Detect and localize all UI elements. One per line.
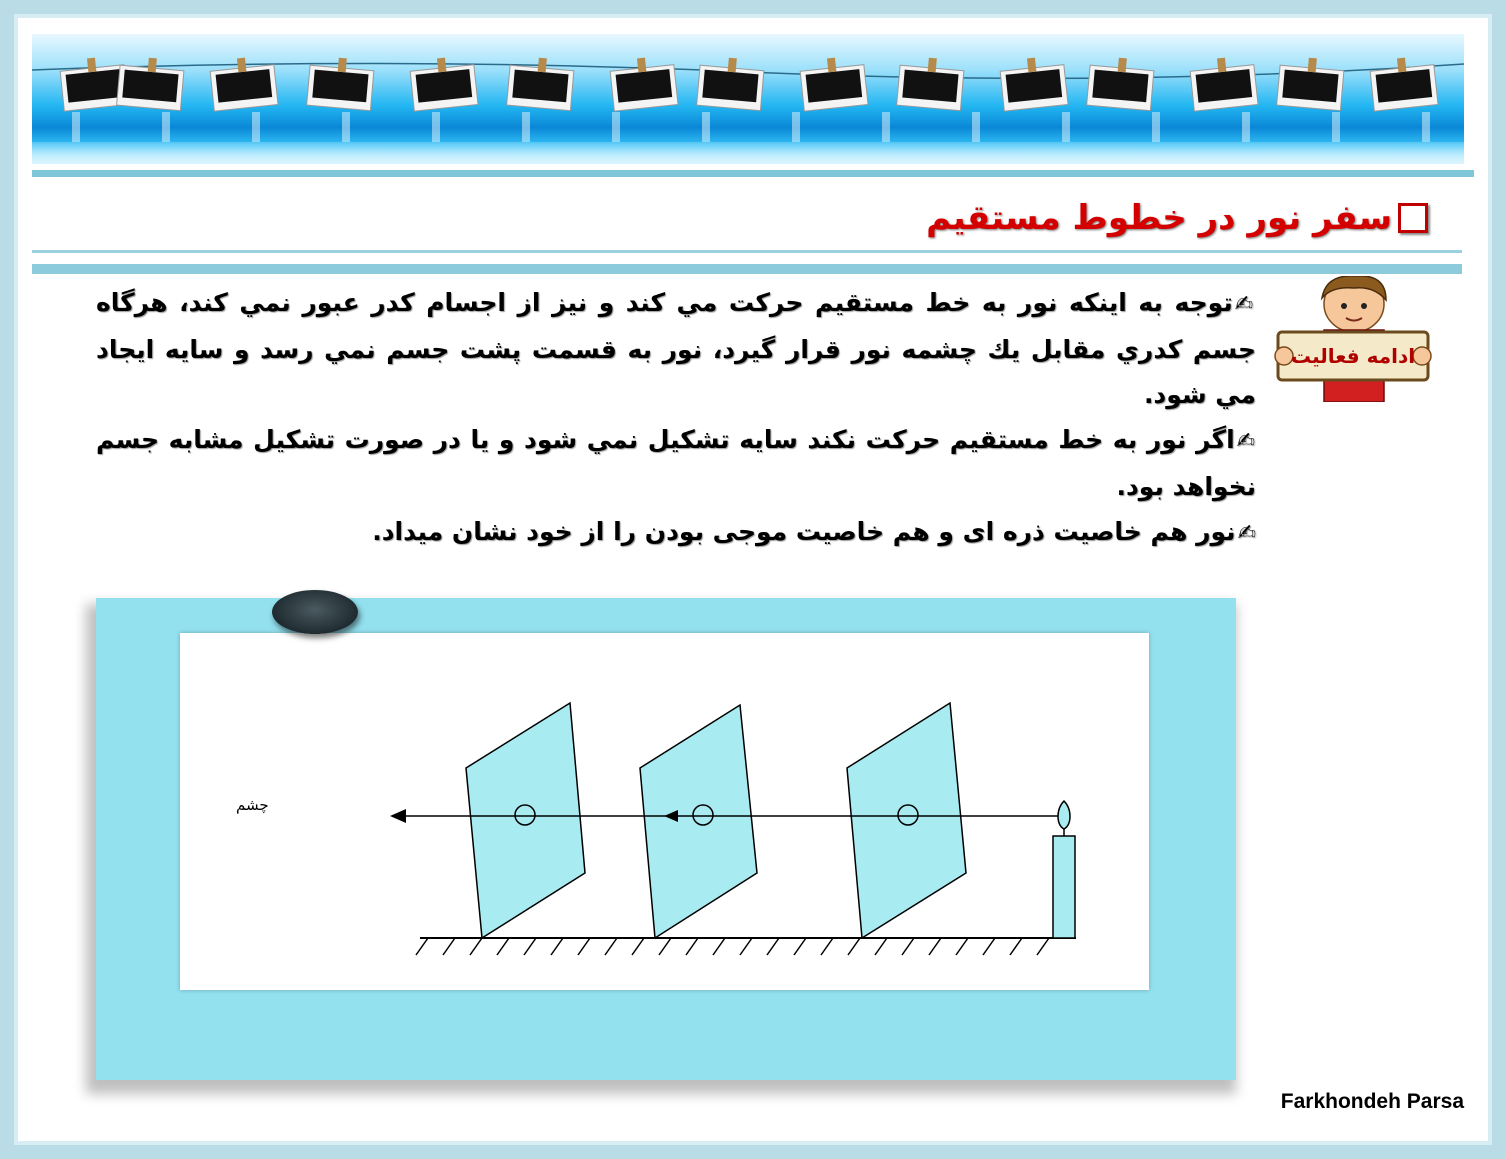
ground-hatch-mark xyxy=(605,938,617,955)
hanging-photo-icon xyxy=(1277,55,1345,110)
screen-3 xyxy=(847,703,966,938)
eye-label: چشم xyxy=(236,796,269,814)
ground-hatch-mark xyxy=(551,938,563,955)
hanging-photo-icon xyxy=(1189,55,1258,111)
writing-hand-icon: ✍ xyxy=(1236,429,1256,454)
ground-hatch-mark xyxy=(443,938,455,955)
slide-heading xyxy=(926,198,1428,238)
ground-hatching xyxy=(416,938,1049,955)
hanging-photo-icon xyxy=(507,55,575,110)
ground-hatch-mark xyxy=(524,938,536,955)
heading-text: سفر نور در خطوط مستقيم xyxy=(926,198,1392,238)
paragraph-2: ✍اگر نور به خط مستقيم حركت نكند سايه تشكيل نمي شود و يا در صورت تشكيل مشابه جسم نخواهد بود. xyxy=(96,425,1256,501)
ground-hatch-mark xyxy=(794,938,806,955)
ground-hatch-mark xyxy=(632,938,644,955)
writing-hand-icon: ✍ xyxy=(1237,521,1256,546)
continue-activity-sign-label: ادامه فعاليت xyxy=(1290,344,1416,368)
hanging-photo-icon xyxy=(209,55,278,111)
screen-1 xyxy=(466,703,585,938)
ground-hatch-mark xyxy=(929,938,941,955)
checkbox-bullet-icon xyxy=(1398,203,1428,233)
hanging-photo-icon xyxy=(897,55,965,110)
ground-hatch-mark xyxy=(956,938,968,955)
ground-hatch-mark xyxy=(767,938,779,955)
screen-2 xyxy=(640,705,757,938)
light-screens-diagram xyxy=(180,633,1149,990)
ground-hatch-mark xyxy=(875,938,887,955)
ground-hatch-mark xyxy=(1037,938,1049,955)
hanging-photo-icon xyxy=(697,55,765,110)
paragraph-3: ✍نور هم خاصيت ذره ای و هم خاصيت موجی بودن را از خود نشان ميداد. xyxy=(372,517,1256,546)
ground-hatch-mark xyxy=(713,938,725,955)
hanging-photo-icon xyxy=(117,55,185,110)
ground-hatch-mark xyxy=(686,938,698,955)
hanging-photo-icon xyxy=(1087,55,1155,110)
ground-hatch-mark xyxy=(416,938,428,955)
ground-hatch-mark xyxy=(821,938,833,955)
divider-line xyxy=(32,170,1474,177)
hanging-photo-icon xyxy=(609,55,678,111)
ground-hatch-mark xyxy=(902,938,914,955)
ground-hatch-mark xyxy=(470,938,482,955)
pushpin-icon xyxy=(272,590,358,634)
paragraph-1: ✍توجه به اينكه نور به خط مستقيم حركت مي كند و نيز از اجسام كدر عبور نمي كند، هرگاه جسم كدري مقابل يك چشمه نور قرار گيرد، نور به قسمت پشت جسم نمي رسد و سايه ايجاد مي شود. xyxy=(96,288,1256,409)
ground-hatch-mark xyxy=(497,938,509,955)
hanging-photo-icon xyxy=(799,55,868,111)
author-credit: Farkhondeh Parsa xyxy=(1280,1090,1464,1113)
ground-hatch-mark xyxy=(659,938,671,955)
ground-hatch-mark xyxy=(578,938,590,955)
candle-flame xyxy=(1058,801,1070,829)
ground-hatch-mark xyxy=(740,938,752,955)
ground-hatch-mark xyxy=(983,938,995,955)
body-text xyxy=(96,280,1256,556)
divider-line-thin xyxy=(32,250,1462,253)
hanging-photo-icon xyxy=(999,55,1068,111)
hanging-photo-icon xyxy=(1369,55,1438,111)
candle xyxy=(1053,836,1075,938)
ray-arrow-head xyxy=(390,809,406,823)
ground-hatch-mark xyxy=(848,938,860,955)
hanging-photos-decoration xyxy=(32,34,1464,164)
divider-line-thick xyxy=(32,264,1462,274)
photo-banner xyxy=(32,34,1464,164)
writing-hand-icon: ✍ xyxy=(1234,292,1256,317)
ground-hatch-mark xyxy=(1010,938,1022,955)
